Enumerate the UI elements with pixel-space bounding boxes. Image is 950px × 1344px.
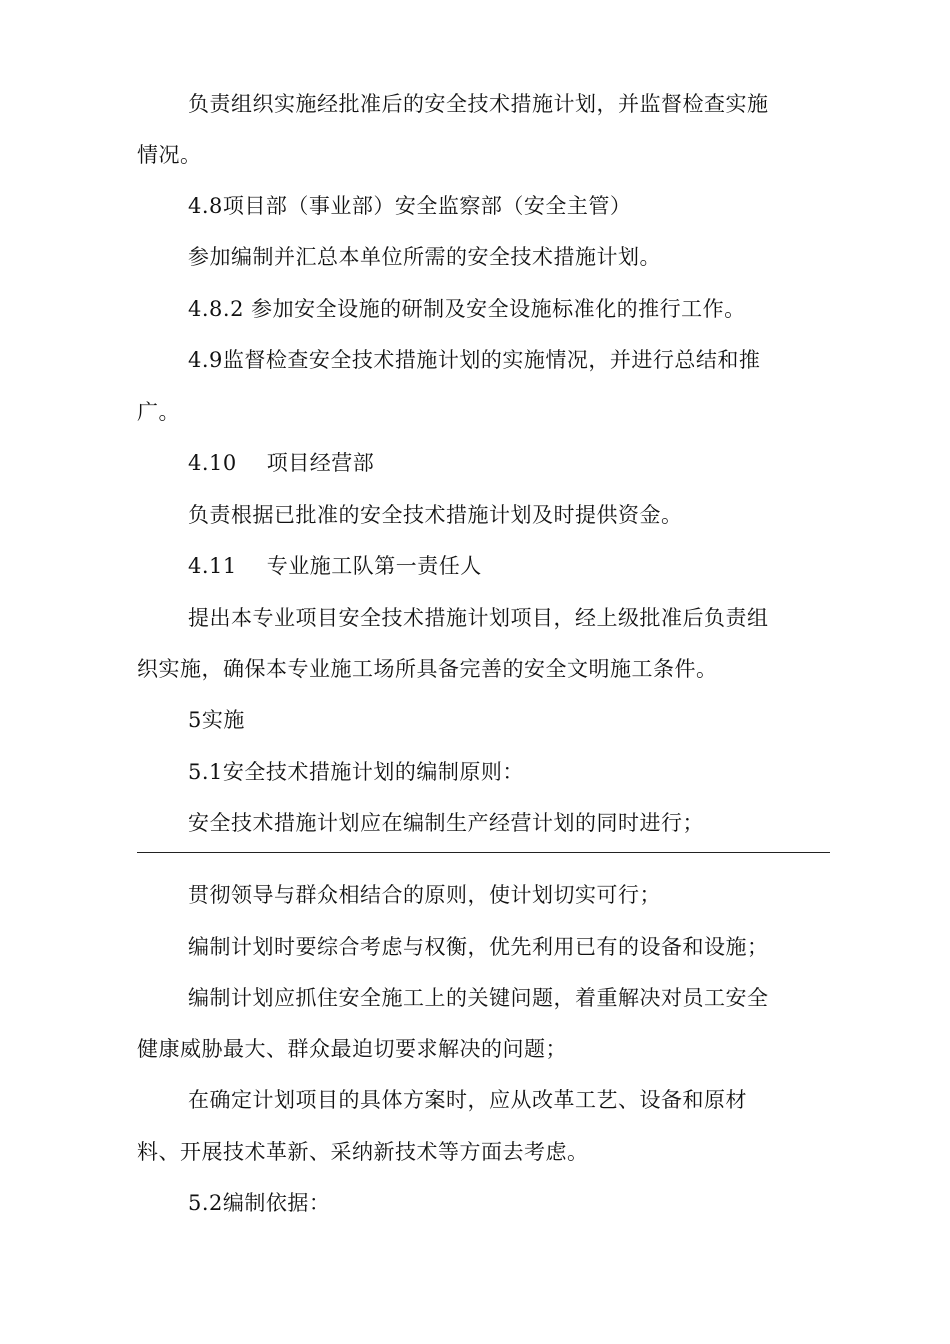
paragraph-line: 负责组织实施经批准后的安全技术措施计划，并监督检查实施 — [188, 92, 769, 116]
section-heading-4-8-2: 4.8.2 参加安全设施的研制及安全设施标准化的推行工作。 — [188, 297, 746, 321]
paragraph-line: 织实施，确保本专业施工场所具备完善的安全文明施工条件。 — [137, 657, 718, 681]
section-heading-5: 5实施 — [188, 708, 245, 732]
paragraph-line: 编制计划应抓住安全施工上的关键问题，着重解决对员工安全 — [188, 986, 769, 1010]
section-heading-4-10 — [188, 450, 374, 476]
paragraph-line: 广。 — [137, 400, 180, 424]
section-title: 专业施工队第一责任人 — [266, 554, 482, 578]
paragraph-line: 安全技术措施计划应在编制生产经营计划的同时进行； — [188, 811, 704, 835]
section-heading-4-9: 4.9监督检查安全技术措施计划的实施情况，并进行总结和推 — [188, 348, 761, 372]
section-heading-4-11 — [188, 553, 482, 579]
paragraph-line: 在确定计划项目的具体方案时，应从改革工艺、设备和原材 — [188, 1088, 747, 1112]
paragraph-line: 贯彻领导与群众相结合的原则，使计划切实可行； — [188, 883, 661, 907]
paragraph-line: 编制计划时要综合考虑与权衡，优先利用已有的设备和设施； — [188, 935, 769, 959]
paragraph-line: 情况。 — [137, 143, 202, 167]
section-number: 4.10 — [188, 451, 237, 475]
paragraph-line: 参加编制并汇总本单位所需的安全技术措施计划。 — [188, 245, 661, 269]
paragraph-line: 健康威胁最大、群众最迫切要求解决的问题； — [137, 1037, 567, 1061]
paragraph-line: 料、开展技术革新、采纳新技术等方面去考虑。 — [137, 1140, 589, 1164]
paragraph-line: 负责根据已批准的安全技术措施计划及时提供资金。 — [188, 503, 683, 527]
section-number: 4.11 — [188, 554, 237, 578]
page-divider — [137, 852, 830, 853]
section-heading-5-1: 5.1安全技术措施计划的编制原则： — [188, 760, 524, 784]
paragraph-line: 提出本专业项目安全技术措施计划项目，经上级批准后负责组 — [188, 606, 769, 630]
section-heading-5-2: 5.2编制依据： — [188, 1191, 331, 1215]
section-heading-4-8: 4.8项目部（事业部）安全监察部（安全主管） — [188, 194, 632, 218]
section-title: 项目经营部 — [266, 451, 375, 475]
